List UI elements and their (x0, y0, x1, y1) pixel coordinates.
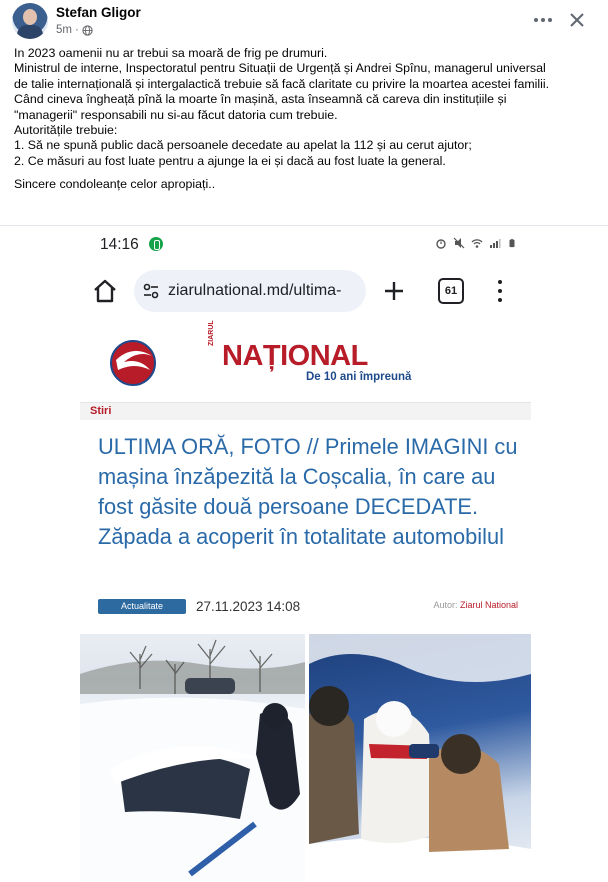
new-tab-icon[interactable] (383, 280, 405, 302)
mute-icon (453, 237, 465, 249)
snow-field-photo[interactable] (80, 634, 305, 882)
browser-toolbar (80, 266, 531, 318)
more-options-button[interactable] (530, 9, 556, 31)
section-bar (80, 402, 531, 420)
signal-icon (489, 237, 501, 249)
post-line: Când cineva îngheață pînă la moarte în mașină, asta înseamnă că careva din instituțiile și (14, 92, 507, 107)
post-line: In 2023 oamenii nu ar trebui sa moară de frig pe drumuri. (14, 46, 328, 60)
wifi-icon (471, 237, 483, 249)
site-header (80, 322, 531, 402)
logo-tagline: De 10 ani împreună (306, 371, 412, 383)
post-line: Ministrul de interne, Inspectoratul pentru Situații de Urgență și Andrei Spînu, managerul universal (14, 61, 546, 76)
post-time[interactable]: 5m (56, 24, 72, 36)
article-meta (98, 599, 518, 617)
article-date: 27.11.2023 14:08 (196, 599, 301, 614)
post-meta: 5m · (56, 24, 93, 36)
post-line: 2. Ce măsuri au fost luate pentru a ajunge la ei și dacă au fost luate la general. (14, 153, 446, 168)
attached-screenshot[interactable] (80, 226, 531, 882)
category-badge[interactable]: Actualitate (98, 599, 186, 614)
author-link[interactable]: Ziarul National (459, 600, 518, 610)
status-icons (435, 237, 517, 249)
site-settings-icon[interactable] (142, 282, 160, 300)
avatar[interactable] (12, 3, 48, 39)
post-line: 1. Să ne spună public dacă persoanele decedate au apelat la 112 și au cerut ajutor; (14, 138, 472, 153)
address-bar[interactable] (134, 270, 366, 312)
url-text[interactable]: ziarulnational.md/ultima- (168, 282, 342, 299)
post-line: Autoritățile trebuie: (14, 123, 118, 138)
post-text (14, 46, 598, 193)
globe-icon[interactable] (82, 25, 93, 36)
tab-switcher-button[interactable]: 61 (438, 278, 464, 304)
article-photos (80, 634, 531, 882)
post-header (12, 3, 596, 41)
phone-status-bar (80, 226, 531, 264)
author-name[interactable]: Stefan Gligor (56, 5, 141, 20)
car-rescue-photo[interactable] (309, 634, 531, 882)
logo-wordmark[interactable]: NAȚIONAL (222, 340, 368, 372)
logo-small-text: ZIARUL (208, 320, 215, 346)
close-icon[interactable] (566, 9, 588, 31)
article-headline[interactable]: ULTIMA ORĂ, FOTO // Primele IMAGINI cu mașina înzăpezită la Coșcalia, în care au fost găsite două persoane DECEDATE. Zăpada a acoperit în totalitate automobilul (98, 434, 518, 549)
battery-icon (507, 237, 517, 249)
ziarul-national-logo-icon[interactable] (110, 340, 156, 386)
post-line: "managerii" responsabili nu si-au făcut datoria cum trebuie. (14, 107, 338, 122)
post-closing: Sincere condoleanțe celor apropiați.. (14, 177, 216, 192)
call-indicator-icon (149, 237, 163, 251)
alarm-icon (435, 237, 447, 249)
home-icon[interactable] (92, 278, 118, 304)
article-author: Autor: Ziarul National (433, 600, 518, 610)
browser-menu-icon[interactable] (496, 280, 504, 302)
section-label[interactable]: Stiri (90, 405, 112, 417)
post-line: de talie internațională și intergalactică trebuie să facă claritate cu privire la moartea acestei familii. (14, 76, 550, 91)
status-clock: 14:16 (100, 236, 139, 253)
